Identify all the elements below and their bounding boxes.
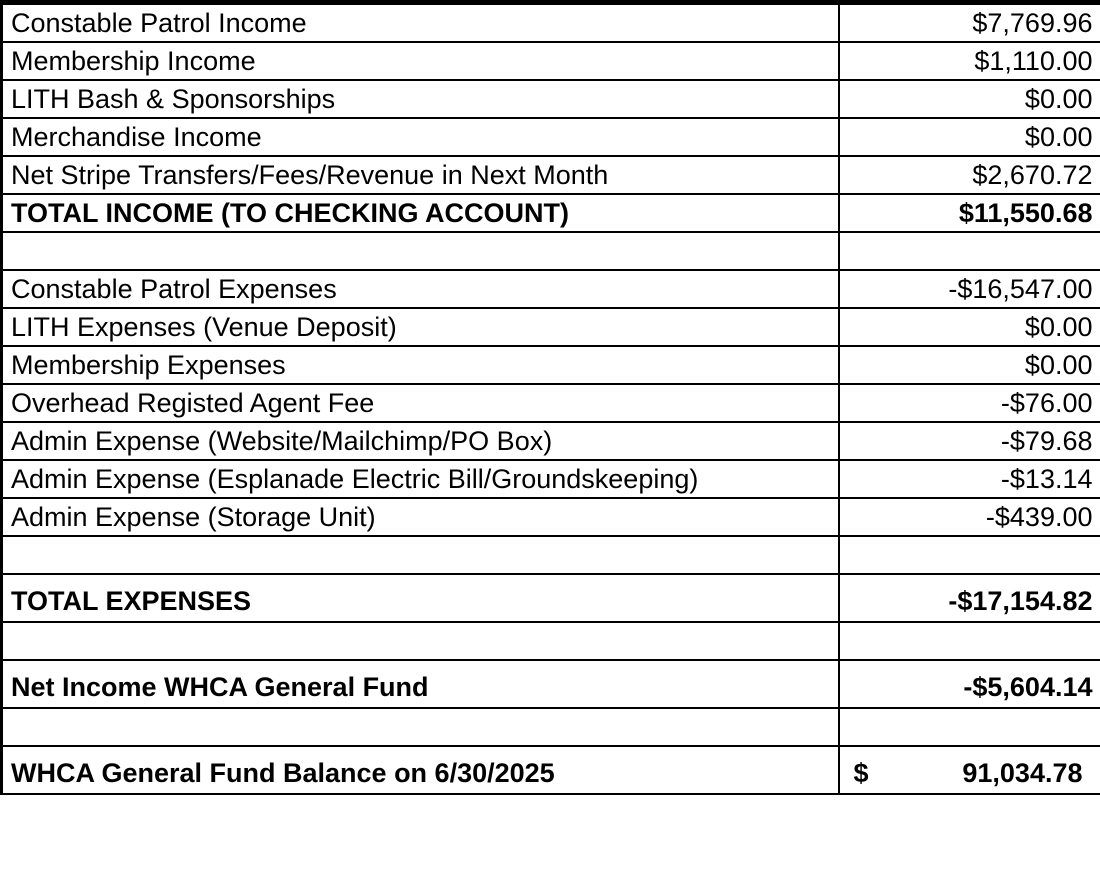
blank-cell — [839, 232, 1100, 270]
blank-cell — [839, 536, 1100, 574]
table-row — [2, 308, 1100, 346]
row-amount: $0.00 — [839, 118, 1100, 156]
total-expenses-amount: -$17,154.82 — [839, 574, 1100, 622]
row-label: Overhead Registed Agent Fee — [2, 384, 839, 422]
total-expenses-label: TOTAL EXPENSES — [2, 574, 839, 622]
table-row — [2, 422, 1100, 460]
total-income-amount: $11,550.68 — [839, 194, 1100, 232]
row-label: LITH Bash & Sponsorships — [2, 80, 839, 118]
row-label: Admin Expense (Storage Unit) — [2, 498, 839, 536]
total-expenses-row — [2, 574, 1100, 622]
table-row — [2, 42, 1100, 80]
blank-row — [2, 536, 1100, 574]
table-row — [2, 346, 1100, 384]
row-amount: -$79.68 — [839, 422, 1100, 460]
row-amount: $0.00 — [839, 80, 1100, 118]
row-label: Constable Patrol Income — [2, 4, 839, 42]
row-amount: -$439.00 — [839, 498, 1100, 536]
row-label: Admin Expense (Esplanade Electric Bill/Groundskeeping) — [2, 460, 839, 498]
table-row — [2, 384, 1100, 422]
row-amount: -$13.14 — [839, 460, 1100, 498]
row-amount: $7,769.96 — [839, 4, 1100, 42]
blank-cell — [2, 536, 839, 574]
row-amount: -$16,547.00 — [839, 270, 1100, 308]
total-income-row — [2, 194, 1100, 232]
blank-row — [2, 622, 1100, 660]
table-row — [2, 270, 1100, 308]
blank-row — [2, 232, 1100, 270]
row-amount: $0.00 — [839, 308, 1100, 346]
fund-balance-row — [2, 746, 1100, 794]
row-amount: -$76.00 — [839, 384, 1100, 422]
financial-summary-table — [0, 3, 1100, 795]
row-label: Net Stripe Transfers/Fees/Revenue in Next Month — [2, 156, 839, 194]
table-row — [2, 118, 1100, 156]
row-label: Membership Income — [2, 42, 839, 80]
net-income-label: Net Income WHCA General Fund — [2, 660, 839, 708]
row-amount: $2,670.72 — [839, 156, 1100, 194]
table-row — [2, 156, 1100, 194]
row-label: LITH Expenses (Venue Deposit) — [2, 308, 839, 346]
fund-balance-amount: 91,034.78 — [962, 757, 1083, 788]
net-income-amount: -$5,604.14 — [839, 660, 1100, 708]
net-income-row — [2, 660, 1100, 708]
row-label: Admin Expense (Website/Mailchimp/PO Box) — [2, 422, 839, 460]
currency-symbol: $ — [853, 757, 869, 788]
row-label: Constable Patrol Expenses — [2, 270, 839, 308]
blank-row — [2, 708, 1100, 746]
table-row — [2, 460, 1100, 498]
fund-balance-label: WHCA General Fund Balance on 6/30/2025 — [2, 746, 839, 794]
table-row — [2, 80, 1100, 118]
blank-cell — [2, 708, 839, 746]
blank-cell — [839, 708, 1100, 746]
blank-cell — [2, 232, 839, 270]
row-label: Membership Expenses — [2, 346, 839, 384]
table-row — [2, 498, 1100, 536]
row-amount: $1,110.00 — [839, 42, 1100, 80]
blank-cell — [2, 622, 839, 660]
table-row — [2, 4, 1100, 42]
fund-balance-cell — [839, 746, 1100, 794]
blank-cell — [839, 622, 1100, 660]
row-label: Merchandise Income — [2, 118, 839, 156]
total-income-label: TOTAL INCOME (TO CHECKING ACCOUNT) — [2, 194, 839, 232]
row-amount: $0.00 — [839, 346, 1100, 384]
